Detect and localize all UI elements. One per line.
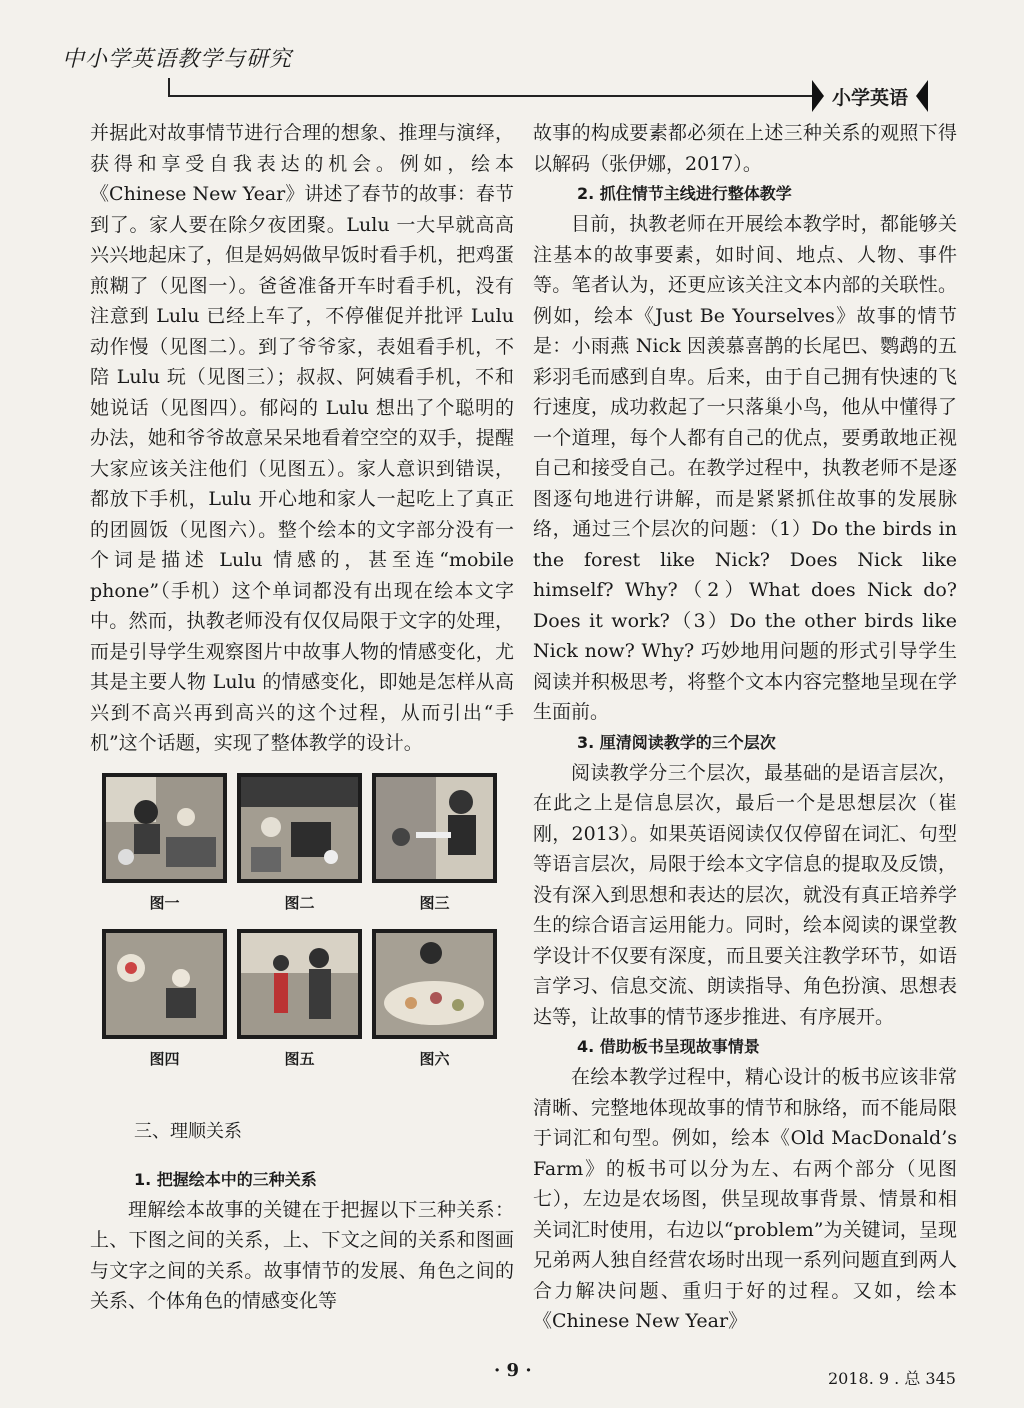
- figure-3-illustration-icon: [376, 777, 493, 879]
- figure-3: [372, 773, 497, 883]
- subsection-1-heading: 1. 把握绘本中的三种关系: [134, 1169, 317, 1189]
- figure-1-caption: 图一: [149, 893, 180, 912]
- figure-5-illustration-icon: [241, 933, 358, 1035]
- right-column: [533, 118, 957, 1337]
- subsection-4-heading: 4. 借助板书呈现故事情景: [577, 1037, 760, 1056]
- figure-3-caption: 图三: [419, 893, 450, 912]
- section-label: 小学英语: [832, 86, 909, 109]
- issue-info: 2018. 9 . 总 345: [828, 1369, 956, 1388]
- figure-4-illustration-icon: [106, 933, 223, 1035]
- figure-2-illustration-icon: [241, 777, 358, 879]
- badge-right-triangle-icon: [916, 80, 928, 112]
- figure-2-caption: 图二: [284, 893, 315, 912]
- caption-row-2: [102, 1039, 514, 1083]
- figure-4: [102, 929, 227, 1039]
- figure-grid: [102, 773, 514, 883]
- journal-title: 中小学英语教学与研究: [62, 47, 293, 72]
- figure-2: [237, 773, 362, 883]
- figure-1-illustration-icon: [106, 777, 223, 879]
- right-paragraph-5: 在绘本教学过程中，精心设计的板书应该非常清晰、完整地体现故事的情节和脉络，而不能局限于词汇和句型。例如，绘本《Old MacDonald’s Farm》的板书可以分为左、右两个部分（见图七），左边是农场图，供呈现故事背景、情景和相关词汇时使用，右边以“problem”为关键词，呈现兄弟两人独自经营农场时出现一系列问题直到两人合力解决问题、重归于好的过程。又如，绘本《Chinese New Year》: [533, 1066, 957, 1332]
- subsection-3-heading: 3. 厘清阅读教学的三个层次: [577, 732, 776, 752]
- subsection-2-heading: 2. 抓住情节主线进行整体教学: [577, 184, 792, 203]
- section-3-heading: 三、理顺关系: [134, 1120, 242, 1142]
- figure-4-caption: 图四: [149, 1049, 180, 1068]
- figure-1: [102, 773, 227, 883]
- header-rule-tick: [168, 78, 170, 96]
- caption-row-1: [102, 883, 514, 927]
- figure-6: [372, 929, 497, 1039]
- right-paragraph-4: 阅读教学分三个层次，最基础的是语言层次，在此之上是信息层次，最后一个是思想层次（崔刚，2013）。如果英语阅读仅仅停留在词汇、句型等语言层次，局限于绘本文字信息的提取及反馈，没有深入到思想和表达的层次，就没有真正培养学生的综合语言运用能力。同时，绘本阅读的课堂教学设计不仅要有深度，而且要关注教学环节，如语言学习、信息交流、朗读指导、角色扮演、思想表达等，让故事的情节逐步推进、有序展开。: [533, 761, 957, 1028]
- left-column: [90, 118, 514, 1317]
- figure-5: [237, 929, 362, 1039]
- header-rule: [168, 95, 820, 97]
- figure-6-caption: 图六: [419, 1049, 450, 1068]
- left-paragraph-1: 并据此对故事情节进行合理的想象、推理与演绎，获得和享受自我表达的机会。例如，绘本《Chinese New Year》讲述了春节的故事：春节到了。家人要在除夕夜团聚。Lulu 一大早就高高兴兴地起床了，但是妈妈做早饭时看手机，把鸡蛋煎糊了（见图一）。爸爸准备开车时看手机，没有注意到 Lulu 已经上车了，不停催促并批评 Lulu 动作慢（见图二）。到了爷爷家，表姐看手机，不陪 Lulu 玩（见图三）；叔叔、阿姨看手机，不和她说话（见图四）。郁闷的 Lulu 想出了个聪明的办法，她和爷爷故意呆呆地看着空空的双手，提醒大家应该关注他们（见图五）。家人意识到错误，都放下手机，Lulu 开心地和家人一起吃上了真正的团圆饭（见图六）。整个绘本的文字部分没有一个词是描述 Lulu 情感的，甚至连“mobile phone”（手机）这个单词都没有出现在绘本文字中。然而，执教老师没有仅仅局限于文字的处理，而是引导学生观察图片中故事人物的情感变化，尤其是主要人物 Lulu 的情感变化，即她是怎样从高兴到不高兴再到高兴的这个过程，从而引出“手机”这个话题，实现了整体教学的设计。: [90, 122, 514, 754]
- figure-6-illustration-icon: [376, 933, 493, 1035]
- page-number: · 9 ·: [494, 1360, 532, 1381]
- section-badge: [812, 80, 928, 112]
- left-paragraph-2: 理解绘本故事的关键在于把握以下三种关系：上、下图之间的关系，上、下文之间的关系和图画与文字之间的关系。故事情节的发展、角色之间的关系、个体角色的情感变化等: [90, 1198, 514, 1312]
- figure-grid-2: [102, 929, 514, 1039]
- figure-5-caption: 图五: [284, 1049, 315, 1068]
- badge-left-triangle-icon: [812, 80, 824, 112]
- right-paragraph-3: 目前，执教老师在开展绘本教学时，都能够关注基本的故事要素，如时间、地点、人物、事件等。笔者认为，还更应该关注文本内部的关联性。例如，绘本《Just Be Yourselves》故事的情节是：小雨燕 Nick 因羡慕喜鹊的长尾巴、鹦鹉的五彩羽毛而感到自卑。后来，由于自己拥有快速的飞行速度，成功救起了一只落巢小鸟，他从中懂得了一个道理，每个人都有自己的优点，要勇敢地正视自己和接受自己。在教学过程中，执教老师不是逐图逐句地进行讲解，而是紧紧抓住故事的发展脉络，通过三个层次的问题：（1）Do the birds in the forest like Nick? Does Nick like himself? Why?（2）What does Nick do? Does it work?（3）Do the other birds like Nick now? Why? 巧妙地用问题的形式引导学生阅读并积极思考，将整个文本内容完整地呈现在学生面前。: [533, 213, 957, 723]
- right-paragraph-0: 故事的构成要素都必须在上述三种关系的观照下得以解码（张伊娜，2017）。: [533, 122, 957, 175]
